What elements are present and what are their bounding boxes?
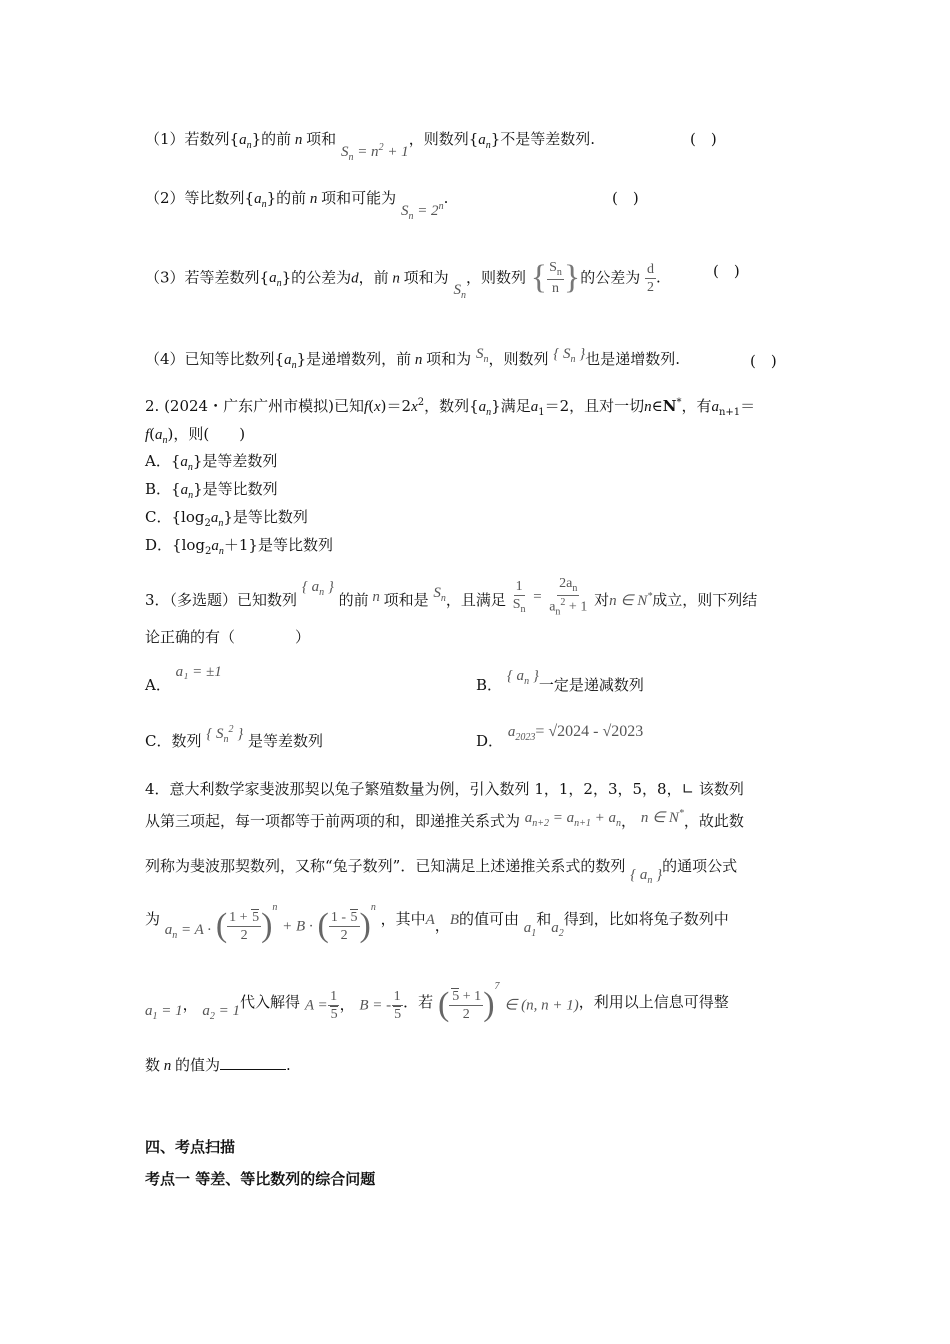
- sn-over-n: $\frac{S_n}{n}$: [549, 260, 562, 297]
- a-value: $\frac{1}{5}$: [330, 988, 338, 1022]
- d-over-2: $\frac{d}{2}$: [647, 261, 654, 295]
- q3-option-d[interactable]: D． $a_{2023}= √2024 - √2023$: [476, 723, 644, 750]
- item-2-paren: ( ): [612, 189, 639, 207]
- section-subheading: 考点一 等差、等比数列的综合问题: [145, 1170, 376, 1188]
- item-3-paren: ( ): [713, 262, 740, 280]
- q3-option-a[interactable]: A． a₁ = ±1: [145, 664, 222, 694]
- item-4: （4）已知等比数列$\{a_n\}$是递增数列，前 n 项和为 $S_n$，则数列 { $S_n$ }也是递增数列.: [145, 346, 681, 371]
- item-1: （1）若数列$\{a_n\}$的前 n 项和 $S_n = n^2 + 1$，则数列$\{a_n\}$不是等差数列.: [145, 130, 596, 163]
- one-over-sn: $\frac{1}{S_n}$: [512, 578, 526, 615]
- psi-fraction: $\frac{1 - 5}{2}$: [330, 909, 358, 943]
- answer-blank[interactable]: [220, 1055, 286, 1070]
- phi-fraction: $\frac{1 + 5}{2}$: [229, 909, 260, 943]
- q2-line2: $f(a_n)$，则( ): [145, 425, 246, 446]
- q3-option-b[interactable]: B． { $a_n$ }一定是递减数列: [476, 668, 644, 694]
- item-3: （3）若等差数列$\{a_n\}$的公差为d，前 n 项和为 $S_n$，则数列 { $\frac{S_n}{n}$ }的公差为 $\frac{d}{2}$ .: [145, 259, 661, 302]
- q3-line1: 3．（多选题）已知数列 { $a_n$ } 的前 n 项和是 $S_n$，且满足 $\frac{1}{S_n}$ = $\frac{2a_n}{a_n^2 + 1}$ 对n ∈ N*成立，则下列结: [145, 576, 758, 618]
- q4-line4: 为 $a_n = A$ · ( $\frac{1 + 5}{2}$ )$^n$ + B · ( $\frac{1 - 5}{2}$ )$^n$ ，其中A，B的值可由 $a_1$和$a_2$得到，比如将兔子数列中: [145, 902, 729, 944]
- golden-ratio-fraction: $\frac{5 + 1}{2}$: [449, 989, 483, 1023]
- section-heading: 四、考点扫描: [145, 1138, 236, 1156]
- q2-line1: 2. (2024・广东广州市模拟)已知$f(x)=2x^2$，数列$\{a_n\}$满足$a_1=2$，且对一切n∈N*，有$a_{n+1}=$: [145, 397, 756, 418]
- q4-line5: $a_1 = 1$， $a_2 = 1$代入解得 A = $\frac{1}{5}$ ， B = - $\frac{1}{5}$ ．若 ( $\frac{5 + 1}{2}$ )$^7$ ∈ (n, n + 1)，利用以上信息可得整: [145, 981, 729, 1023]
- item-4-paren: ( ): [750, 352, 777, 370]
- q2-option-d[interactable]: D．$\{\log_2a_n+1\}$是等比数列: [145, 536, 333, 557]
- q4-line2: 从第三项起，每一项都等于前两项的和，即递推关系式为 $a_{n+2} = a_{n+1} + a_n$， n ∈ N*，故此数: [145, 808, 744, 830]
- q4-line1: 4．意大利数学家斐波那契以兔子繁殖数量为例，引入数列 1，1，2，3，5，8，∟ 该数列: [145, 780, 744, 798]
- q3-line2: 论正确的有（ ）: [145, 628, 311, 646]
- q2-option-c[interactable]: C．$\{\log_2a_n\}$是等比数列: [145, 508, 308, 529]
- item-2: （2）等比数列$\{a_n\}$的前 n 项和可能为 $S_n = 2^n$.: [145, 189, 449, 222]
- q3-option-c[interactable]: C．数列 { $S_n^2$ } 是等差数列: [145, 724, 324, 750]
- two-an-fraction: $\frac{2a_n}{a_n^2 + 1}$: [549, 576, 588, 618]
- q2-option-b[interactable]: B．$\{a_n\}$是等比数列: [145, 480, 278, 501]
- b-value: $\frac{1}{5}$: [393, 988, 402, 1022]
- item-1-paren: ( ): [690, 130, 717, 148]
- q2-option-a[interactable]: A．$\{a_n\}$是等差数列: [145, 452, 278, 473]
- q4-line3: 列称为斐波那契数列，又称“兔子数列”．已知满足上述递推关系式的数列 { $a_n$ }的通项公式: [145, 857, 738, 886]
- q4-line6: 数 n 的值为 .: [145, 1056, 291, 1074]
